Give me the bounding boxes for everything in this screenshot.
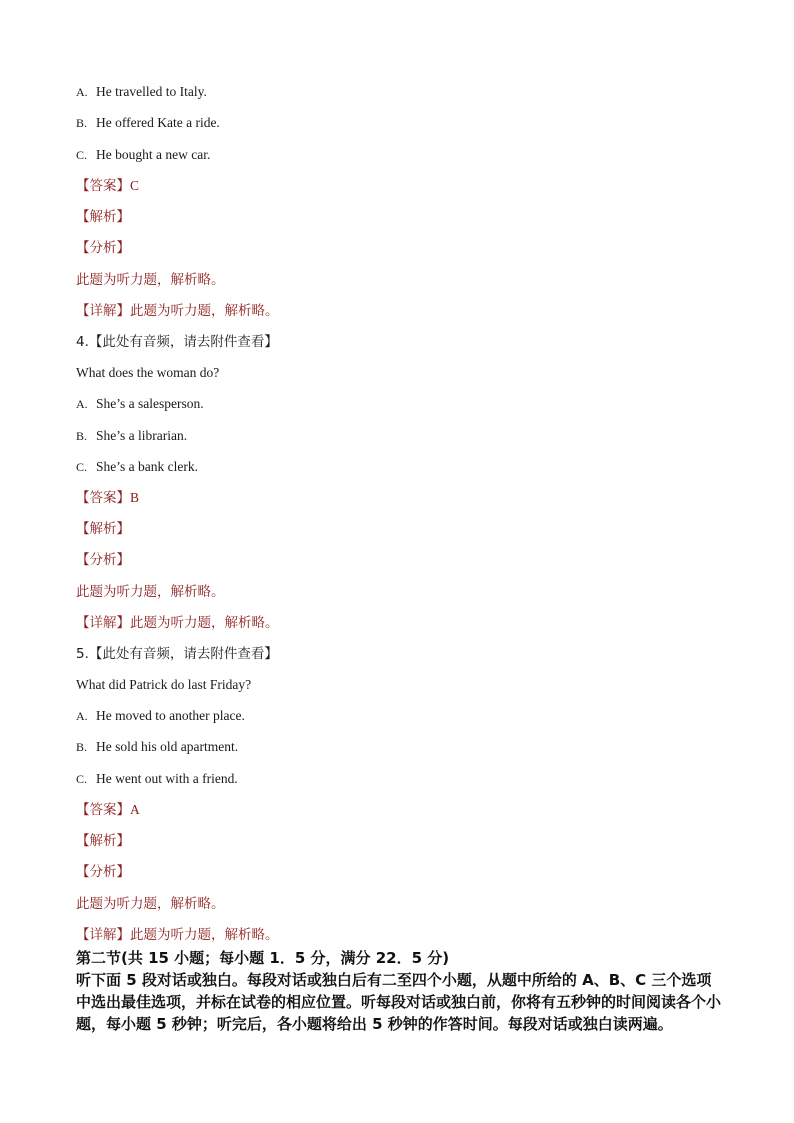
q4-answer — [76, 489, 139, 507]
option-letter: B. — [76, 740, 88, 754]
q3-option-b — [76, 114, 220, 132]
q3-answer — [76, 177, 139, 195]
q4-option-b — [76, 427, 187, 445]
option-text: She’s a librarian. — [96, 428, 188, 443]
q5-option-a — [76, 707, 245, 725]
q5-answer — [76, 801, 140, 819]
option-letter: A. — [76, 709, 88, 723]
q5-option-c — [76, 770, 238, 788]
q3-detail — [76, 302, 279, 320]
option-text: He sold his old apartment. — [96, 739, 239, 754]
q4-question: What does the woman do? — [76, 365, 220, 380]
option-letter: A. — [76, 397, 88, 411]
section-2 — [76, 947, 726, 1035]
q3-analysis: 此题为听力题，解析略。 — [76, 272, 225, 288]
q5-question: What did Patrick do last Friday? — [76, 677, 252, 692]
answer-label: 【答案】 — [76, 802, 130, 818]
option-letter: B. — [76, 429, 88, 443]
option-text: She’s a bank clerk. — [96, 459, 198, 474]
option-text: He travelled to Italy. — [96, 84, 207, 99]
q5-heading: 5.【此处有音频，请去附件查看】 — [76, 646, 278, 662]
detail-text: 此题为听力题，解析略。 — [130, 303, 279, 319]
option-letter: B. — [76, 116, 88, 130]
answer-value: B — [130, 490, 140, 505]
q5-detail — [76, 926, 279, 944]
q3-jiexi-label: 【解析】 — [76, 209, 130, 225]
section-instructions: 听下面 5 段对话或独白。每段对话或独白后有二至四个小题，从题中所给的 A、B、C 三个选项中选出最佳选项，并标在试卷的相应位置。听每段对话或独白前，你将有五秒钟的时间阅读各个小题，每小题 5 秒钟；听完后，各小题将给出 5 秒钟的作答时间。每段对话或独白读两遍。 — [76, 971, 722, 1033]
option-letter: A. — [76, 85, 88, 99]
answer-label: 【答案】 — [76, 490, 130, 506]
q4-option-c — [76, 458, 198, 476]
q3-fenxi-label: 【分析】 — [76, 240, 130, 256]
option-text: He bought a new car. — [96, 147, 211, 162]
option-text: He moved to another place. — [96, 708, 245, 723]
q5-fenxi-label: 【分析】 — [76, 864, 130, 880]
detail-label: 【详解】 — [76, 927, 130, 943]
q4-analysis: 此题为听力题，解析略。 — [76, 584, 225, 600]
q4-option-a — [76, 395, 204, 413]
q3-option-a — [76, 83, 207, 101]
answer-value: C — [130, 178, 140, 193]
detail-label: 【详解】 — [76, 303, 130, 319]
q5-option-b — [76, 738, 238, 756]
option-letter: C. — [76, 460, 88, 474]
answer-value: A — [130, 802, 140, 817]
q4-fenxi-label: 【分析】 — [76, 552, 130, 568]
detail-text: 此题为听力题，解析略。 — [130, 615, 279, 631]
q4-jiexi-label: 【解析】 — [76, 521, 130, 537]
option-text: She’s a salesperson. — [96, 396, 204, 411]
detail-label: 【详解】 — [76, 615, 130, 631]
q3-option-c — [76, 146, 210, 164]
option-text: He went out with a friend. — [96, 771, 238, 786]
detail-text: 此题为听力题，解析略。 — [130, 927, 279, 943]
option-text: He offered Kate a ride. — [96, 115, 220, 130]
q5-analysis: 此题为听力题，解析略。 — [76, 896, 225, 912]
option-letter: C. — [76, 772, 88, 786]
q4-heading: 4.【此处有音频，请去附件查看】 — [76, 334, 278, 350]
option-letter: C. — [76, 148, 88, 162]
section-title: 第二节(共 15 小题；每小题 1．5 分，满分 22．5 分) — [76, 949, 450, 967]
answer-label: 【答案】 — [76, 178, 130, 194]
q5-jiexi-label: 【解析】 — [76, 833, 130, 849]
q4-detail — [76, 614, 279, 632]
